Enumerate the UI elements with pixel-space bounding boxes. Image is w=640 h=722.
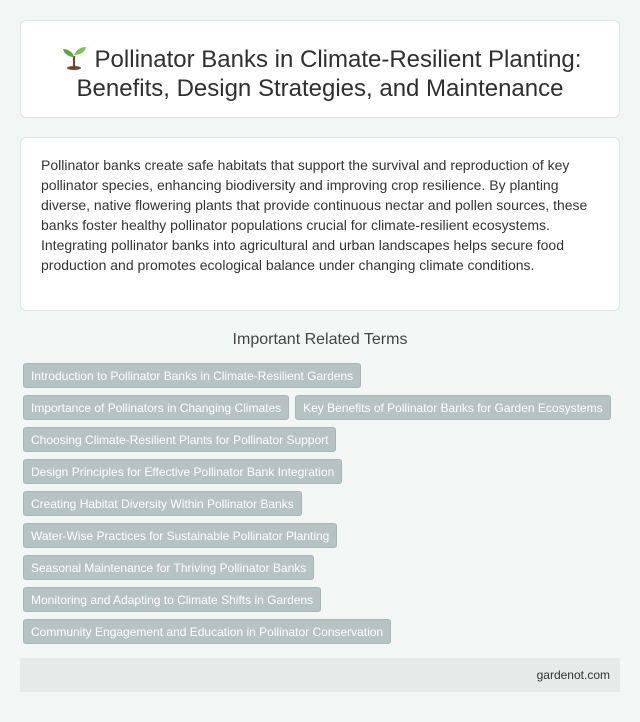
related-term-tag[interactable]: Introduction to Pollinator Banks in Climate-Resilient Gardens — [23, 363, 361, 388]
tag-row — [23, 427, 623, 459]
related-term-tag[interactable]: Community Engagement and Education in Pollinator Conservation — [23, 619, 391, 644]
tag-row — [23, 363, 623, 395]
summary-card — [20, 137, 620, 311]
tag-row — [23, 459, 623, 491]
title-line-2: Benefits, Design Strategies, and Maintenance — [76, 75, 564, 102]
tag-row — [23, 523, 623, 555]
summary-text: Pollinator banks create safe habitats that support the survival and reproduction of key pollinator species, enhancing biodiversity and improving crop resilience. By planting diverse, native flowering plants that provide continuous nectar and pollen sources, these banks foster healthy pollinator populations crucial for climate-resilient ecosystems. Integrating pollinator banks into agricultural and urban landscapes helps secure food production and promotes ecological balance under changing climate conditions. — [41, 157, 588, 273]
related-term-tag[interactable]: Seasonal Maintenance for Thriving Pollinator Banks — [23, 555, 314, 580]
tag-row — [23, 555, 623, 587]
related-term-tag[interactable]: Importance of Pollinators in Changing Climates — [23, 395, 289, 420]
tag-row — [23, 395, 623, 427]
related-term-tag[interactable]: Monitoring and Adapting to Climate Shifts in Gardens — [23, 587, 321, 612]
related-term-tag[interactable]: Water-Wise Practices for Sustainable Pollinator Planting — [23, 523, 337, 548]
footer — [20, 658, 620, 692]
tag-row — [23, 587, 623, 619]
related-term-tag[interactable]: Design Principles for Effective Pollinator Bank Integration — [23, 459, 342, 484]
related-terms-heading: Important Related Terms — [232, 331, 408, 348]
page-title — [21, 44, 619, 103]
title-card — [20, 20, 620, 118]
footer-site-link[interactable]: gardenot.com — [536, 668, 610, 682]
related-terms-list — [23, 363, 623, 651]
title-line-1: Pollinator Banks in Climate-Resilient Planting: — [94, 46, 582, 73]
related-term-tag[interactable]: Key Benefits of Pollinator Banks for Garden Ecosystems — [295, 395, 610, 420]
seedling-icon — [59, 44, 89, 70]
related-term-tag[interactable]: Choosing Climate-Resilient Plants for Pollinator Support — [23, 427, 336, 452]
tag-row — [23, 491, 623, 523]
tag-row — [23, 619, 623, 651]
related-term-tag[interactable]: Creating Habitat Diversity Within Pollinator Banks — [23, 491, 302, 516]
